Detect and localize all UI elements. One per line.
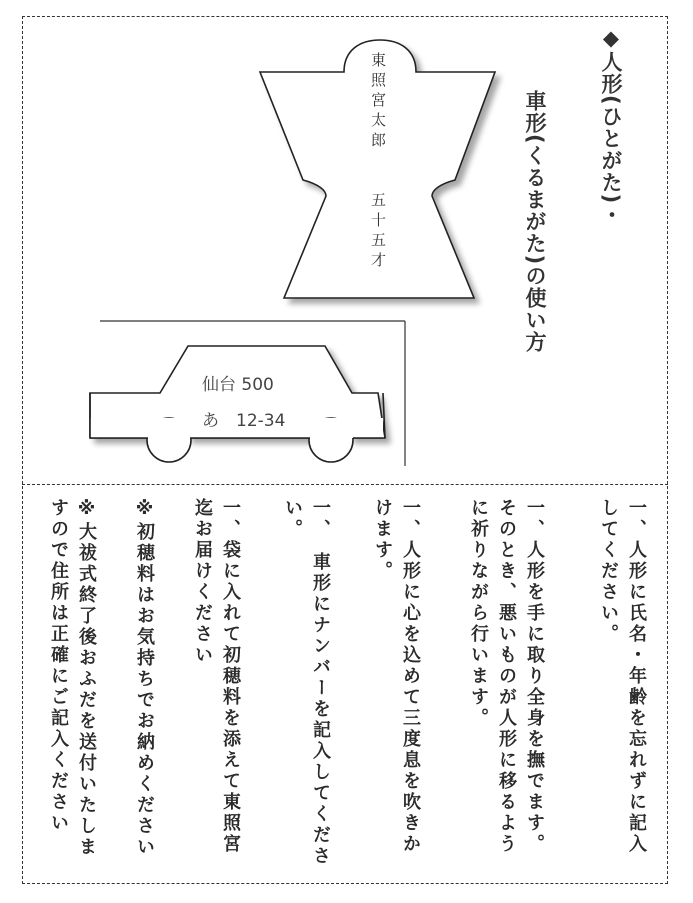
doll-age: 五十五才 (369, 192, 387, 272)
title-part2: 車形(くるまがた)の使い方 (523, 90, 547, 354)
note-2: ※大祓式終了後おふだを送付いたしますので住所は正確にご記入ください (48, 498, 97, 858)
instruction-5: 一、袋に入れて初穂料を添えて東照宮迄お届けください (192, 498, 241, 855)
car-plate-number: あ 12-34 (202, 411, 286, 431)
instruction-3: 一、人形に心を込めて三度息を吹きかけます。 (372, 498, 421, 855)
note-1: ※初穂料はお気持ちでお納めください (134, 498, 155, 858)
doll-name: 東照宮太郎 (369, 52, 387, 152)
instruction-4: 一、 車形にナンバーを記入してください。 (282, 498, 331, 867)
title-part1: ◆人形(ひとがた)・ (599, 26, 623, 227)
instruction-1: 一、人形に氏名・年齢を忘れずに記入してください。 (598, 498, 647, 855)
car-plate-region: 仙台 500 (202, 375, 274, 395)
section-divider (22, 484, 668, 485)
instruction-2: 一、人形を手に取り全身を撫でます。そのとき、悪いものが人形に移るように祈りながら行います。 (468, 498, 545, 855)
